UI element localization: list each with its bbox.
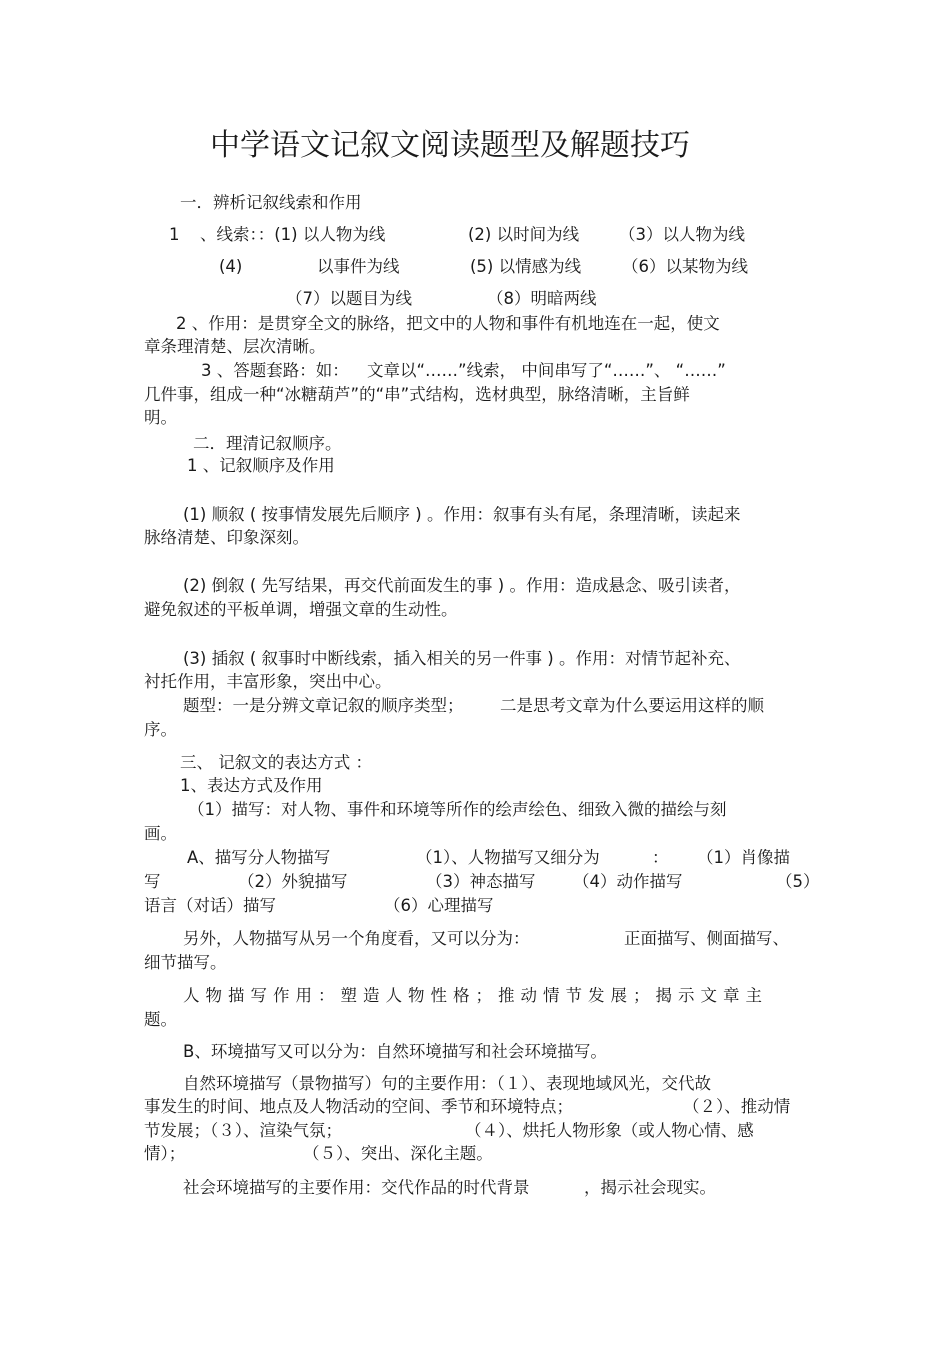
- character-desc-colon: ：: [652, 848, 669, 867]
- page-title: 中学语文记叙文阅读题型及解题技巧: [210, 128, 690, 163]
- natural-env-line-3-cont: （４）、烘托人物形象（或人物心情、感: [465, 1121, 754, 1140]
- chronological-line-1: (1) 顺叙 ( 按事情发展先后顺序 ) 。作用：叙事有头有尾，条理清晰，读起来: [183, 505, 741, 524]
- character-desc-portrait-end: 写: [144, 872, 161, 891]
- clue-line-1-number: 1: [169, 225, 180, 244]
- other-angle-line-1: 另外，人物描写从另一个角度看，又可以分为：: [183, 929, 530, 948]
- character-desc-psychology: （6）心理描写: [384, 896, 494, 915]
- section-3-heading: 三、 记叙文的表达方式 ：: [180, 753, 372, 772]
- flashback-line-1: (2) 倒叙 ( 先写结果，再交代前面发生的事 ) 。作用：造成悬念、吸引读者，: [183, 576, 741, 595]
- answer-template-line-3: 明。: [144, 408, 177, 427]
- interpolation-line-2: 衬托作用，丰富形象，突出中心。: [144, 672, 392, 691]
- clue-line-3-item-2: （8）明暗两线: [487, 289, 597, 308]
- character-desc-action: （4）动作描写: [573, 872, 683, 891]
- answer-template-label: 3 、答题套路：如：: [201, 361, 349, 380]
- clue-line-1-item-1: 、线索：：(1) 以人物为线: [200, 225, 386, 244]
- clue-line-3-item-1: （7）以题目为线: [286, 289, 412, 308]
- question-type-line-2: 序。: [144, 720, 177, 739]
- natural-env-line-2-cont: （２）、推动情: [683, 1097, 791, 1116]
- other-angle-line-2: 细节描写。: [144, 953, 227, 972]
- natural-env-line-3: 节发展；（３）、渲染气氛；: [144, 1121, 342, 1140]
- function-paragraph-line-2: 章条理清楚、层次清晰。: [144, 337, 326, 356]
- answer-template-line-1: 文章以“……”线索， 中间串写了“……”、 “……”: [367, 361, 726, 380]
- character-desc-label: A、描写分人物描写: [187, 848, 331, 867]
- character-desc-expression: （3）神态描写: [426, 872, 536, 891]
- character-function-line-2: 题。: [144, 1010, 177, 1029]
- section-2-heading: 二．理清记叙顺序。: [193, 434, 342, 453]
- question-type-line-1: 题型：一是分辨文章记叙的顺序类型；: [183, 696, 464, 715]
- natural-env-line-4-cont: （５）、突出、深化主题。: [303, 1144, 493, 1163]
- character-desc-appearance: （2）外貌描写: [238, 872, 348, 891]
- description-line-2: 画。: [144, 824, 177, 843]
- social-env-line-cont: ，揭示社会现实。: [584, 1178, 716, 1197]
- function-paragraph-line-1: 2 、作用：是贯穿全文的脉络，把文中的人物和事件有机地连在一起，使文: [176, 314, 720, 333]
- section-3-subheading: 1、表达方式及作用: [180, 776, 323, 795]
- clue-line-2-item-3: （6）以某物为线: [622, 257, 748, 276]
- character-desc-portrait: （1）肖像描: [697, 848, 790, 867]
- natural-env-line-4: 情）；: [144, 1144, 186, 1163]
- description-line-1: （1）描写：对人物、事件和环境等所作的绘声绘色、细致入微的描绘与刻: [188, 800, 727, 819]
- character-function-line-1: 人物描写作用：塑造人物性格；推动情节发展；揭示文章主: [183, 986, 768, 1005]
- clue-line-1-item-2: (2) 以时间为线: [468, 225, 580, 244]
- section-1-heading: 一．辨析记叙线索和作用: [180, 193, 362, 212]
- character-desc-five: （5）: [776, 872, 820, 891]
- other-angle-line-1-cont: 正面描写、侧面描写、: [624, 929, 789, 948]
- flashback-line-2: 避免叙述的平板单调，增强文章的生动性。: [144, 600, 458, 619]
- clue-line-2-item-1: 以事件为线: [317, 257, 400, 276]
- social-env-line: 社会环境描写的主要作用：交代作品的时代背景: [183, 1178, 530, 1197]
- interpolation-line-1: (3) 插叙 ( 叙事时中断线索，插入相关的另一件事 ) 。作用：对情节起补充、: [183, 649, 741, 668]
- natural-env-line-2: 事发生的时间、地点及人物活动的空间、季节和环境特点；: [144, 1097, 573, 1116]
- clue-line-2-item-2: (5) 以情感为线: [470, 257, 582, 276]
- natural-env-line-1: 自然环境描写（景物描写）句的主要作用：（１）、表现地域风光，交代故: [183, 1074, 711, 1093]
- clue-line-1-item-3: （3）以人物为线: [619, 225, 745, 244]
- character-desc-subdivide: （1）、人物描写又细分为: [416, 848, 600, 867]
- clue-line-2-number: (4): [219, 257, 243, 276]
- section-2-subheading: 1 、记叙顺序及作用: [187, 456, 335, 475]
- question-type-line-1-cont: 二是思考文章为什么要运用这样的顺: [500, 696, 764, 715]
- chronological-line-2: 脉络清楚、印象深刻。: [144, 528, 309, 547]
- answer-template-line-2: 几件事，组成一种“冰糖葫芦”的“串”式结构，选材典型，脉络清晰，主旨鲜: [144, 385, 690, 404]
- character-desc-language: 语言（对话）描写: [144, 896, 276, 915]
- environment-desc-label: B、环境描写又可以分为：自然环境描写和社会环境描写。: [183, 1042, 607, 1061]
